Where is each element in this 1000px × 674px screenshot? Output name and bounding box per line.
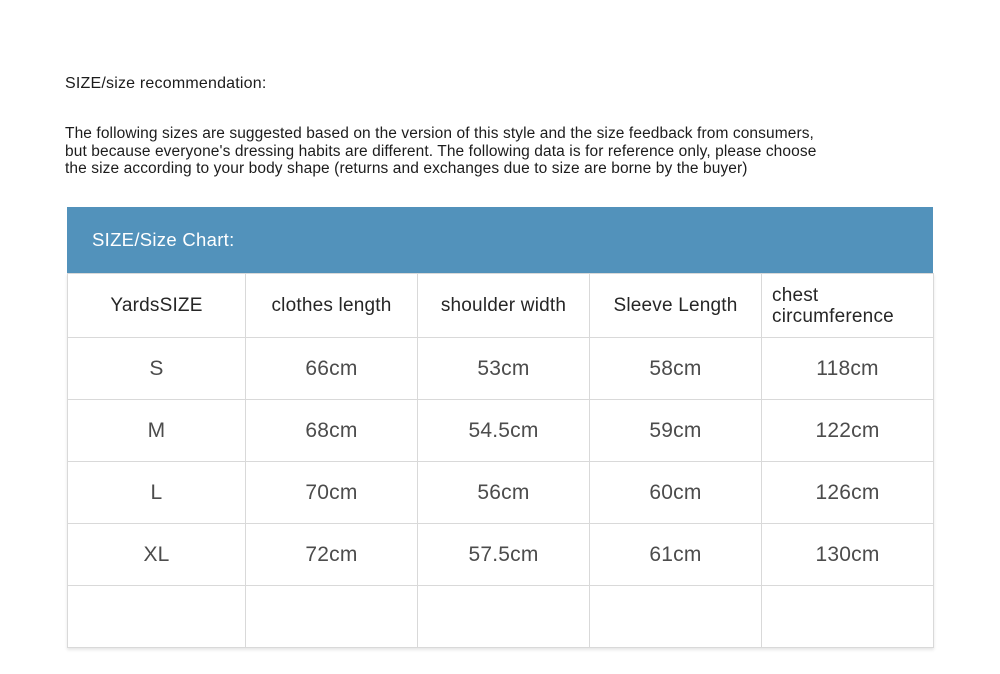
cell-size: M: [68, 400, 246, 462]
table-row: [68, 462, 934, 524]
table-row: [68, 400, 934, 462]
size-chart-section: [67, 207, 933, 648]
cell-chest-circumference: 118cm: [762, 338, 934, 400]
cell-clothes-length: 68cm: [246, 400, 418, 462]
cell-shoulder-width: 57.5cm: [418, 524, 590, 586]
page-title: SIZE/size recommendation:: [65, 75, 267, 92]
cell-chest-circumference: 126cm: [762, 462, 934, 524]
cell-chest-circumference: 122cm: [762, 400, 934, 462]
size-note-line: the size according to your body shape (returns and exchanges due to size are borne by the buyer): [65, 160, 748, 178]
cell-size: [68, 586, 246, 648]
size-note-line: The following sizes are suggested based on the version of this style and the size feedback from consumers,: [65, 125, 814, 142]
cell-sleeve-length: 61cm: [590, 524, 762, 586]
column-header-sleeve-length: Sleeve Length: [590, 274, 762, 338]
cell-sleeve-length: 59cm: [590, 400, 762, 462]
cell-shoulder-width: 54.5cm: [418, 400, 590, 462]
cell-chest-circumference: [762, 586, 934, 648]
cell-sleeve-length: [590, 586, 762, 648]
table-row-empty: [68, 586, 934, 648]
column-header-chest-circumference: chest circumference: [762, 274, 934, 338]
size-note-line: but because everyone's dressing habits are different. The following data is for reference only, please choose: [65, 142, 817, 160]
cell-shoulder-width: 53cm: [418, 338, 590, 400]
table-row: [68, 338, 934, 400]
size-chart-title: SIZE/Size Chart:: [92, 229, 235, 250]
cell-shoulder-width: 56cm: [418, 462, 590, 524]
cell-size: S: [68, 338, 246, 400]
cell-clothes-length: 66cm: [246, 338, 418, 400]
size-table: [67, 273, 934, 648]
size-note: [65, 125, 816, 178]
table-header-row: [68, 274, 934, 338]
cell-clothes-length: 70cm: [246, 462, 418, 524]
cell-chest-circumference: 130cm: [762, 524, 934, 586]
cell-size: XL: [68, 524, 246, 586]
cell-sleeve-length: 60cm: [590, 462, 762, 524]
cell-size: L: [68, 462, 246, 524]
cell-clothes-length: 72cm: [246, 524, 418, 586]
size-chart-title-bar: [67, 207, 933, 273]
cell-sleeve-length: 58cm: [590, 338, 762, 400]
column-header-clothes-length: clothes length: [246, 274, 418, 338]
column-header-shoulder-width: shoulder width: [418, 274, 590, 338]
cell-clothes-length: [246, 586, 418, 648]
cell-shoulder-width: [418, 586, 590, 648]
column-header-size: YardsSIZE: [68, 274, 246, 338]
table-row: [68, 524, 934, 586]
